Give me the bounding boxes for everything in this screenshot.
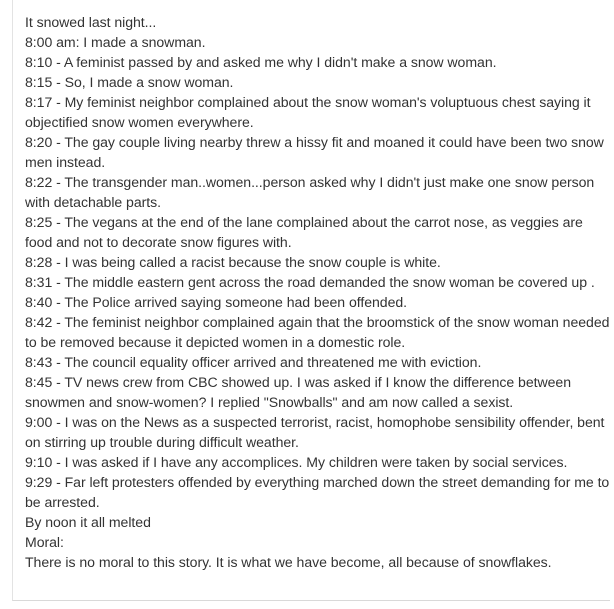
- timeline-entry: 8:10 - A feminist passed by and asked me why I didn't make a snow woman.: [25, 54, 497, 70]
- ending-line: By noon it all melted: [25, 514, 151, 530]
- timeline-entry: 8:15 - So, I made a snow woman.: [25, 74, 234, 90]
- timeline-entry: 9:00 - I was on the News as a suspected terrorist, racist, homophobe sensibility offender, bent on stirring up trouble during difficult weather.: [25, 414, 605, 450]
- timeline-entry: 9:10 - I was asked if I have any accomplices. My children were taken by social services.: [25, 454, 568, 470]
- timeline-entry: 8:45 - TV news crew from CBC showed up. I was asked if I know the difference between snowmen and snow-women? I replied "Snowballs" and am now called a sexist.: [25, 374, 571, 410]
- timeline-entry: 8:40 - The Police arrived saying someone had been offended.: [25, 294, 408, 310]
- timeline-entry: 8:22 - The transgender man..women...person asked why I didn't just make one snow person with detachable parts.: [25, 174, 595, 210]
- timeline-entry: 8:00 am: I made a snowman.: [25, 34, 206, 50]
- timeline-entry: 9:29 - Far left protesters offended by everything marched down the street demanding for me to be arrested.: [25, 474, 610, 510]
- timeline-entry: 8:31 - The middle eastern gent across the road demanded the snow woman be covered up .: [25, 274, 595, 290]
- timeline-entry: 8:28 - I was being called a racist because the snow couple is white.: [25, 254, 441, 270]
- timeline-entry: 8:17 - My feminist neighbor complained about the snow woman's voluptuous chest saying it objectified snow women everywhere.: [25, 94, 591, 130]
- post-body: [25, 12, 611, 572]
- timeline-entry: 8:42 - The feminist neighbor complained again that the broomstick of the snow woman needed to be removed because it depicted women in a domestic role.: [25, 314, 610, 350]
- timeline-entry: 8:43 - The council equality officer arrived and threatened me with eviction.: [25, 354, 482, 370]
- moral-label: Moral:: [25, 534, 64, 550]
- moral-text: There is no moral to this story. It is what we have become, all because of snowflakes.: [25, 554, 552, 570]
- timeline-entry: 8:20 - The gay couple living nearby threw a hissy fit and moaned it could have been two snow men instead.: [25, 134, 604, 170]
- intro-line: It snowed last night...: [25, 14, 157, 30]
- timeline-entry: 8:25 - The vegans at the end of the lane complained about the carrot nose, as veggies are food and not to decorate snow figures with.: [25, 214, 583, 250]
